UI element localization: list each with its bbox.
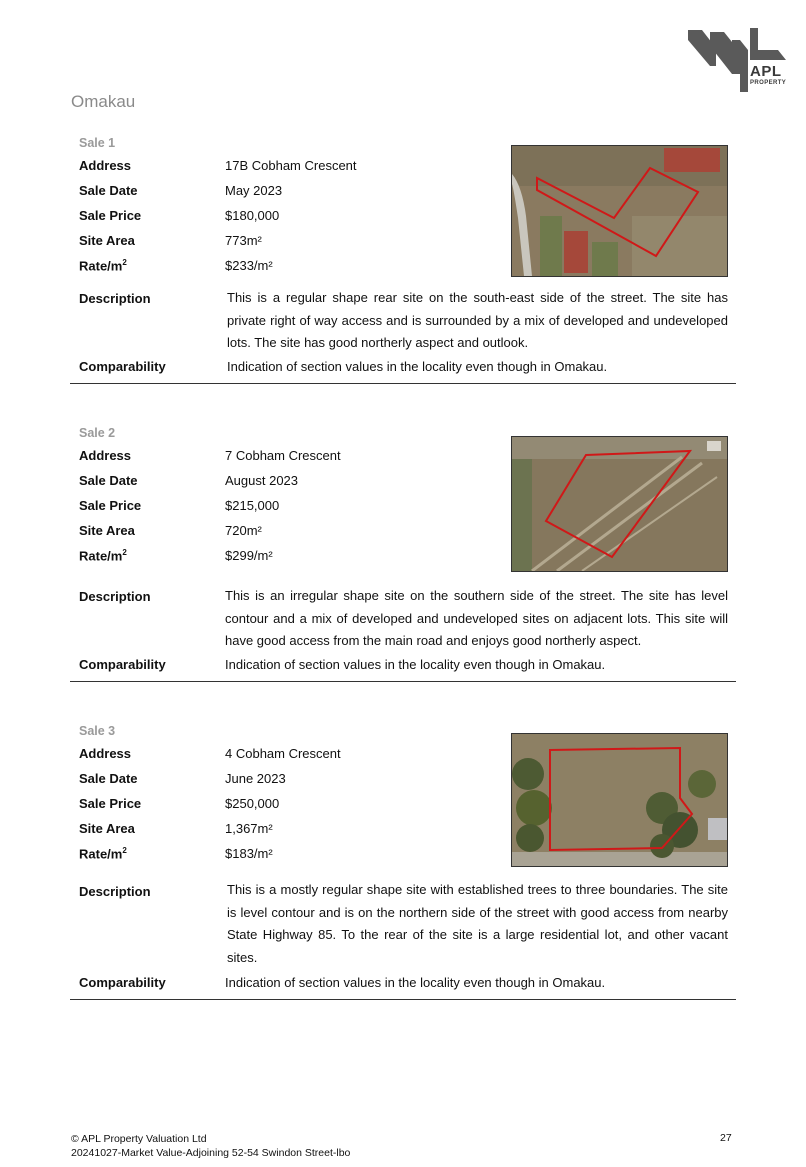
aerial-photo (511, 436, 728, 572)
description-text: This is a mostly regular shape site with established trees to three boundaries. The site is level contour and is on the northern side of the street with good access from nearby State Highway 85. To the rear of the site is a large residential lot, and other vacant sites. (227, 882, 728, 966)
address-label: Address (79, 448, 132, 463)
comparability-label: Comparability (79, 359, 166, 374)
address-value: 7 Cobham Crescent (225, 448, 341, 463)
aerial-photo (511, 733, 728, 867)
site-area-label: Site Area (79, 821, 135, 836)
site-area-label: Site Area (79, 233, 135, 248)
description-text: This is a regular shape rear site on the south-east side of the street. The site has private right of way access and is surrounded by a mix of developed and undeveloped lots. The site has good northerly aspect and outlook. (227, 290, 728, 351)
description-label: Description (79, 589, 151, 604)
footer-copyright: © APL Property Valuation Ltd (71, 1133, 207, 1145)
comparability-text: Indication of section values in the locality even though in Omakau. (225, 975, 606, 990)
sale-1 (70, 136, 736, 386)
comparability-label: Comparability (79, 975, 166, 990)
footer-reference: 20241027-Market Value-Adjoining 52-54 Swindon Street-lbo (71, 1147, 351, 1159)
sale-2 (70, 426, 736, 684)
page-footer (71, 1132, 350, 1160)
site-area-value: 1,367m² (225, 821, 273, 836)
logo-wordmark: APL PROPERTY (750, 63, 787, 86)
rate-value: $233/m² (225, 258, 273, 273)
sale-price-value: $250,000 (225, 796, 280, 811)
sale-divider (70, 681, 736, 682)
address-label: Address (79, 746, 132, 761)
comparability-text: Indication of section values in the locality even though in Omakau. (227, 359, 608, 374)
sale-price-label: Sale Price (79, 796, 142, 811)
description-text: This is an irregular shape site on the southern side of the street. The site has level contour and a mix of developed and undeveloped sites on adjacent lots. This site will have good access from the main road and enjoys good northerly aspect. (225, 588, 728, 649)
sale-date-label: Sale Date (79, 473, 138, 488)
sale-label: Sale 3 (79, 724, 116, 738)
rate-label: Rate/$m^2$ (79, 258, 127, 274)
address-value: 4 Cobham Crescent (225, 746, 341, 761)
rate-label: Rate/$m^2$ (79, 548, 127, 564)
aerial-photo (511, 145, 728, 277)
sale-price-value: $215,000 (225, 498, 280, 513)
rate-value: $299/m² (225, 548, 273, 563)
sale-3 (70, 724, 736, 1002)
sale-divider (70, 999, 736, 1000)
comparability-label: Comparability (79, 657, 166, 672)
sale-label: Sale 2 (79, 426, 116, 440)
sale-date-value: August 2023 (225, 473, 299, 488)
section-title: Omakau (71, 92, 136, 111)
sale-date-value: June 2023 (225, 771, 286, 786)
rate-value: $183/m² (225, 846, 273, 861)
description-label: Description (79, 884, 151, 899)
page-number: 27 (720, 1132, 732, 1144)
sale-price-label: Sale Price (79, 498, 142, 513)
sale-date-label: Sale Date (79, 183, 138, 198)
rate-label: Rate/$m^2$ (79, 846, 127, 862)
sale-date-value: May 2023 (225, 183, 283, 198)
sale-divider (70, 383, 736, 384)
comparability-text: Indication of section values in the locality even though in Omakau. (225, 657, 606, 672)
site-area-value: 720m² (225, 523, 262, 538)
sale-date-label: Sale Date (79, 771, 138, 786)
sale-price-value: $180,000 (225, 208, 280, 223)
sale-price-label: Sale Price (79, 208, 142, 223)
description-label: Description (79, 291, 151, 306)
sale-label: Sale 1 (79, 136, 116, 150)
site-area-value: 773m² (225, 233, 262, 248)
address-value: 17B Cobham Crescent (225, 158, 357, 173)
site-area-label: Site Area (79, 523, 135, 538)
address-label: Address (79, 158, 132, 173)
